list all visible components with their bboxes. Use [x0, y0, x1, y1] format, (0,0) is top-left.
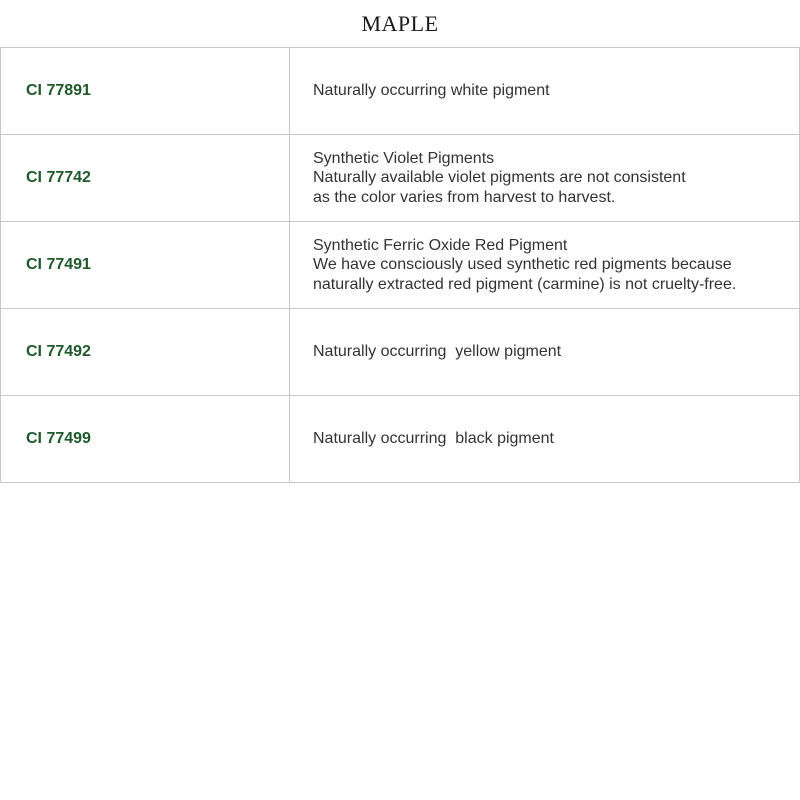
- table-row: [1, 309, 800, 396]
- pigment-description: [290, 222, 800, 309]
- ci-code: CI 77499: [1, 396, 290, 483]
- ingredients-table: [0, 47, 800, 483]
- table-row: [1, 396, 800, 483]
- description-line: Synthetic Violet Pigments: [313, 149, 495, 167]
- description-line: Naturally available violet pigments are not consistent: [313, 169, 686, 187]
- ci-code: CI 77891: [1, 48, 290, 135]
- page-title: MAPLE: [361, 11, 439, 36]
- description-line: as the color varies from harvest to harvest.: [313, 188, 616, 206]
- description-line: Synthetic Ferric Oxide Red Pigment: [313, 236, 568, 254]
- description-line: We have consciously used synthetic red pigments because: [313, 256, 732, 274]
- description-line: Naturally occurring yellow pigment: [313, 343, 562, 361]
- pigment-description: [290, 309, 800, 396]
- table-row: [1, 222, 800, 309]
- description-line: Naturally occurring black pigment: [313, 430, 554, 448]
- table-row: [1, 135, 800, 222]
- ci-code: CI 77491: [1, 222, 290, 309]
- table-row: [1, 48, 800, 135]
- pigment-description: [290, 48, 800, 135]
- ci-code: CI 77492: [1, 309, 290, 396]
- ci-code: CI 77742: [1, 135, 290, 222]
- pigment-description: [290, 135, 800, 222]
- description-line: naturally extracted red pigment (carmine) is not cruelty-free.: [313, 275, 737, 293]
- description-line: Naturally occurring white pigment: [313, 82, 550, 100]
- pigment-description: [290, 396, 800, 483]
